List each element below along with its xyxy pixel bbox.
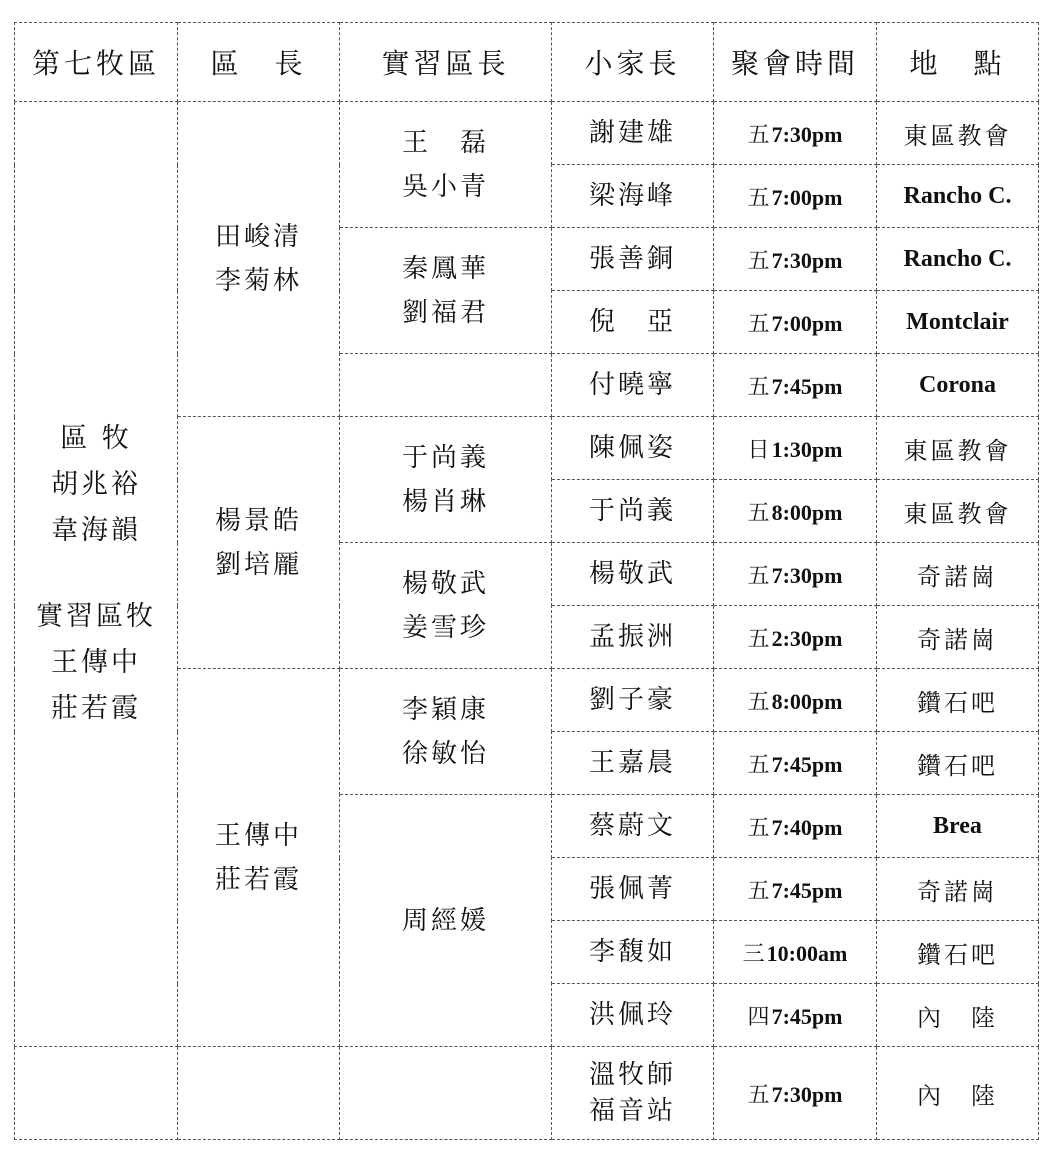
intern-leader-name: 李穎康 <box>401 694 489 725</box>
schedule-table <box>14 22 1039 1140</box>
group-leader-name: 張佩菁 <box>552 858 714 921</box>
empty-cell <box>340 1047 552 1140</box>
district-schedule-sheet <box>14 22 1038 1140</box>
meeting-time: 五7:40pm <box>714 795 877 858</box>
meeting-time: 五8:00pm <box>714 669 877 732</box>
pastor-title: 區 牧 <box>60 423 132 454</box>
table-row <box>15 1047 1039 1140</box>
location: Montclair <box>877 291 1039 354</box>
group-leader-name: 陳佩姿 <box>552 417 714 480</box>
location: 奇諾崗 <box>877 543 1039 606</box>
leader-name: 楊景皓 <box>214 505 302 536</box>
intern-leader-name: 徐敏怡 <box>401 738 489 769</box>
intern-leader-cell <box>340 669 552 795</box>
meeting-time: 五7:45pm <box>714 858 877 921</box>
location: 東區教會 <box>877 102 1039 165</box>
location: Brea <box>877 795 1039 858</box>
group-leader-name: 張善銅 <box>552 228 714 291</box>
intern-leader-cell <box>340 417 552 543</box>
location: 鑽石吧 <box>877 669 1039 732</box>
leader-cell <box>178 669 340 1047</box>
group-leader-name: 楊敬武 <box>552 543 714 606</box>
intern-leader-name: 吳小青 <box>401 171 489 202</box>
leader-cell <box>178 417 340 669</box>
group-leader-name: 溫牧師 福音站 <box>552 1047 714 1140</box>
group-leader-name: 王嘉晨 <box>552 732 714 795</box>
pastor-name: 韋海韻 <box>51 515 141 546</box>
leader-name: 田峻清 <box>214 222 302 252</box>
header-intern-leader: 實習區長 <box>340 23 552 102</box>
group-leader-name: 蔡蔚文 <box>552 795 714 858</box>
empty-cell <box>15 1047 178 1140</box>
group-leader-name: 洪佩玲 <box>552 984 714 1047</box>
group-leader-name: 謝建雄 <box>552 102 714 165</box>
meeting-time: 五7:00pm <box>714 291 877 354</box>
location: Corona <box>877 354 1039 417</box>
group-leader-name: 倪 亞 <box>552 291 714 354</box>
location: Rancho C. <box>877 228 1039 291</box>
intern-leader-cell <box>340 102 552 228</box>
intern-leader-cell <box>340 228 552 354</box>
group-leader-name: 李馥如 <box>552 921 714 984</box>
header-meeting-time: 聚會時間 <box>714 23 877 102</box>
table-row <box>15 102 1039 165</box>
meeting-time: 五7:30pm <box>714 1047 877 1140</box>
intern-leader-name: 姜雪珍 <box>401 612 489 643</box>
intern-leader-name: 王 磊 <box>401 127 489 158</box>
leader-name: 王傳中 <box>214 820 302 851</box>
meeting-time: 五7:00pm <box>714 165 877 228</box>
location: 內 陸 <box>877 1047 1039 1140</box>
meeting-time: 五8:00pm <box>714 480 877 543</box>
empty-cell <box>178 1047 340 1140</box>
location: Rancho C. <box>877 165 1039 228</box>
location: 東區教會 <box>877 417 1039 480</box>
leader-name: 莊若霞 <box>214 864 302 895</box>
meeting-time: 三10:00am <box>714 921 877 984</box>
intern-pastor-title: 實習區牧 <box>36 601 156 632</box>
leader-cell <box>178 102 340 417</box>
meeting-time: 五7:30pm <box>714 543 877 606</box>
location: 東區教會 <box>877 480 1039 543</box>
intern-pastor-name: 王傳中 <box>51 647 141 678</box>
intern-pastor-name: 莊若霞 <box>51 693 141 724</box>
header-row <box>15 23 1039 102</box>
intern-leader-name: 周經媛 <box>401 905 489 936</box>
intern-leader-name: 劉福君 <box>401 297 489 328</box>
meeting-time: 五7:45pm <box>714 732 877 795</box>
pastor-name: 胡兆裕 <box>51 469 141 500</box>
intern-leader-name: 于尚義 <box>401 442 489 473</box>
intern-leader-cell-empty <box>340 354 552 417</box>
location: 鑽石吧 <box>877 732 1039 795</box>
district-pastor-cell <box>15 102 178 1047</box>
meeting-time: 五7:45pm <box>714 354 877 417</box>
group-leader-name: 付曉寧 <box>552 354 714 417</box>
header-location: 地 點 <box>877 23 1039 102</box>
location: 奇諾崗 <box>877 606 1039 669</box>
intern-leader-name: 楊敬武 <box>401 568 489 599</box>
leader-name: 劉培龎 <box>214 549 302 580</box>
header-leader: 區 長 <box>178 23 340 102</box>
group-leader-name: 于尚義 <box>552 480 714 543</box>
location: 內 陸 <box>877 984 1039 1047</box>
meeting-time: 四7:45pm <box>714 984 877 1047</box>
group-leader-name: 梁海峰 <box>552 165 714 228</box>
intern-leader-name: 楊肖琳 <box>401 486 489 517</box>
intern-leader-cell <box>340 543 552 669</box>
meeting-time: 五7:30pm <box>714 228 877 291</box>
header-district: 第七牧區 <box>15 23 178 102</box>
location: 鑽石吧 <box>877 921 1039 984</box>
intern-leader-name: 秦鳳華 <box>401 253 489 284</box>
group-leader-name: 劉子豪 <box>552 669 714 732</box>
leader-name: 李菊林 <box>214 266 302 296</box>
location: 奇諾崗 <box>877 858 1039 921</box>
header-small-group-leader: 小家長 <box>552 23 714 102</box>
meeting-time: 五7:30pm <box>714 102 877 165</box>
meeting-time: 五2:30pm <box>714 606 877 669</box>
meeting-time: 日1:30pm <box>714 417 877 480</box>
intern-leader-cell <box>340 795 552 1047</box>
group-leader-name: 孟振洲 <box>552 606 714 669</box>
